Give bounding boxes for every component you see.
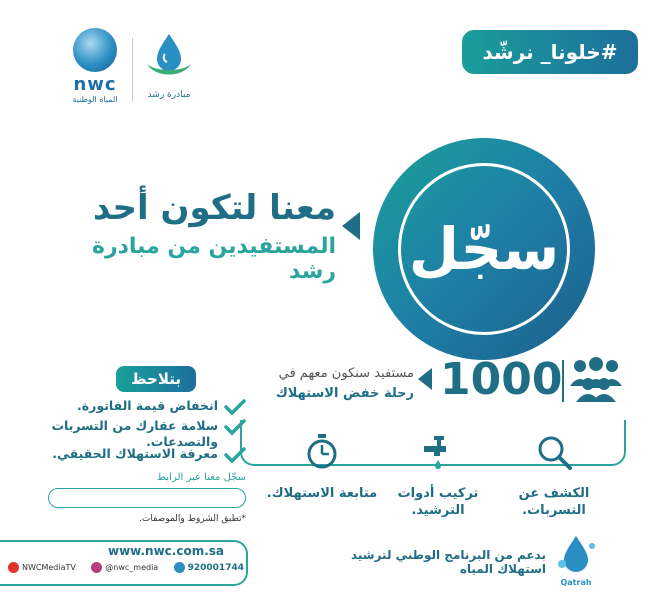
instagram-icon: [91, 562, 102, 573]
register-circle: [373, 138, 595, 360]
headline-line1: معنا لتكون أحد: [92, 188, 336, 228]
hashtag-badge: #خلونا_ نرشّد: [462, 30, 638, 74]
nwc-globe-icon: [73, 28, 117, 72]
note-item: [20, 446, 246, 464]
stat-divider: [562, 360, 564, 402]
checkmark-icon: [224, 418, 246, 436]
stopwatch-icon: [302, 432, 342, 472]
nwc-logo: [62, 28, 128, 108]
stat-number: 1000: [440, 354, 563, 405]
qatrah-drop-icon: [554, 534, 598, 574]
feature-install-tools: [378, 432, 498, 520]
website-link[interactable]: www.nwc.com.sa: [107, 544, 224, 558]
feature-consumption-monitoring: [262, 432, 382, 503]
feature-label-line1: تركيب أدوات: [397, 486, 479, 501]
phone-contact[interactable]: [174, 562, 244, 573]
register-link-label: سجّل معنا عبر الرابط: [156, 472, 246, 483]
headline-line2: المستفيدين من مبادرة رشد: [91, 234, 336, 284]
faucet-icon: [418, 432, 458, 472]
qatrah-logo: [552, 534, 600, 586]
rushd-logo: [136, 28, 202, 108]
register-link-field[interactable]: [48, 488, 246, 508]
instagram-contact[interactable]: [91, 562, 158, 573]
people-group-icon: [566, 356, 626, 404]
stat-arrow-icon: [418, 368, 432, 390]
qatrah-name: Qatrah: [560, 578, 592, 587]
register-circle-word: سجّل: [398, 163, 570, 335]
stat-line1: مستفيد سنكون معهم في: [278, 366, 414, 381]
feature-label: [378, 486, 498, 520]
nwc-logo-text: nwc: [73, 74, 117, 95]
notes-badge: بتلاحظ: [116, 366, 196, 392]
rushd-logo-subtitle: مبادرة رشد: [147, 90, 191, 100]
logo-divider: [132, 38, 133, 102]
phone-number: 920001744: [187, 562, 244, 573]
twitter-icon: [174, 562, 185, 573]
youtube-contact[interactable]: [8, 562, 76, 573]
terms-note: *تطبق الشروط والموصفات.: [139, 514, 246, 524]
note-item: [20, 398, 246, 416]
nwc-logo-subtitle: المياه الوطنية: [72, 95, 118, 104]
feature-leak-detection: [494, 432, 614, 520]
feature-label-line1: الكشف عن: [518, 486, 590, 501]
note-text: معرفة الاستهلاك الحقيقي.: [52, 446, 218, 461]
stat-line2: رحلة خفض الاستهلاك: [275, 386, 414, 401]
feature-label-line2: التسربات.: [522, 502, 586, 518]
note-text: سلامة عقارك من التسربات والتصدعات.: [51, 418, 218, 450]
magnifier-icon: [534, 432, 574, 472]
support-text: بدعم من البرنامج الوطني لترشيد استهلاك المياه: [350, 548, 546, 576]
feature-label-line2: الترشيد.: [411, 502, 465, 518]
instagram-handle: @nwc_media: [105, 563, 159, 572]
feature-label: [262, 486, 382, 503]
contact-row: [8, 562, 244, 573]
youtube-handle: NWCMediaTV: [22, 563, 76, 572]
youtube-icon: [8, 562, 19, 573]
checkmark-icon: [224, 398, 246, 416]
headline-arrow-icon: [342, 212, 360, 240]
note-text: انخفاض قيمة الفاتورة.: [77, 398, 218, 413]
water-drop-hands-icon: [141, 28, 197, 84]
feature-label: [494, 486, 614, 520]
checkmark-icon: [224, 446, 246, 464]
feature-label-line1: متابعة الاستهلاك.: [266, 486, 378, 501]
